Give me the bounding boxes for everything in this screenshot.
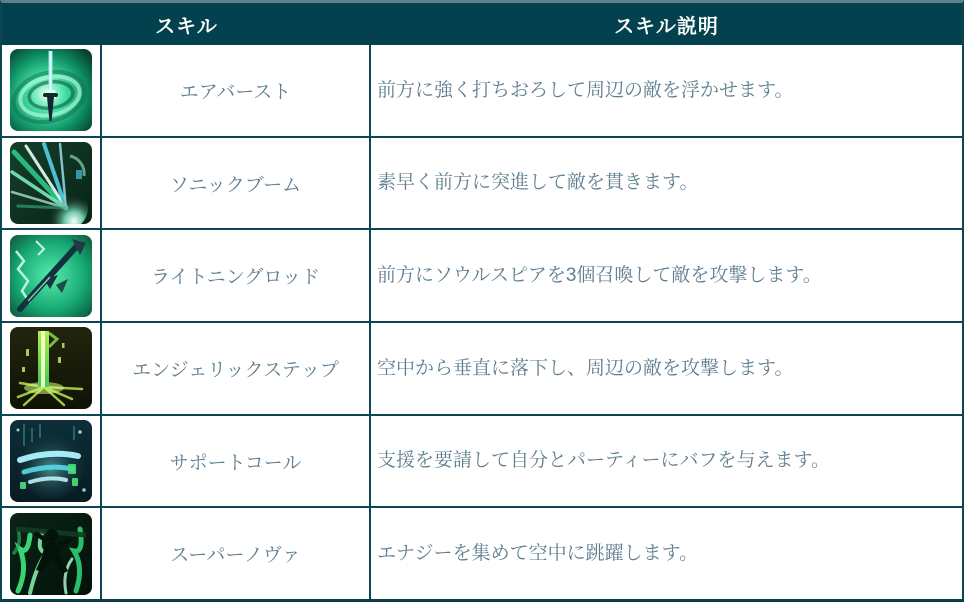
air-burst-icon [10, 49, 92, 131]
skill-name: エアバースト [100, 45, 371, 136]
table-row [2, 508, 962, 599]
skill-icon-cell [2, 138, 100, 229]
skill-description: 前方に強く打ちおろして周辺の敵を浮かせます。 [377, 79, 794, 101]
skill-description: 空中から垂直に落下し、周辺の敵を攻撃します。 [377, 357, 794, 379]
table-row [2, 45, 962, 138]
table-row [2, 416, 962, 509]
skill-icon-cell [2, 45, 100, 136]
angelic-step-icon [10, 327, 92, 409]
super-nova-icon [10, 513, 92, 595]
skill-description: エナジーを集めて空中に跳躍します。 [377, 542, 699, 564]
skill-icon-cell [2, 230, 100, 321]
skill-name: ライトニングロッド [100, 230, 371, 321]
skill-name: エンジェリックステップ [100, 323, 371, 414]
skill-icon-cell [2, 416, 100, 507]
header-skill-label: スキル [155, 15, 218, 38]
lightning-rod-icon [10, 235, 92, 317]
sonic-boom-icon [10, 142, 92, 224]
skill-description: 支援を要請して自分とパーティーにバフを与えます。 [377, 450, 830, 472]
skill-name: スーパーノヴァ [100, 508, 371, 599]
skill-name: ソニックブーム [100, 138, 371, 229]
table-row [2, 323, 962, 416]
skill-description: 素早く前方に突進して敵を貫きます。 [377, 172, 699, 194]
skill-name: サポートコール [100, 416, 371, 507]
table-header [2, 3, 962, 45]
skill-description: 前方にソウルスピアを3個召喚して敵を攻撃します。 [377, 264, 822, 286]
skill-icon-cell [2, 508, 100, 599]
table-row [2, 138, 962, 231]
table-row [2, 230, 962, 323]
skill-icon-cell [2, 323, 100, 414]
header-description-label: スキル説明 [614, 15, 719, 38]
support-call-icon [10, 420, 92, 502]
